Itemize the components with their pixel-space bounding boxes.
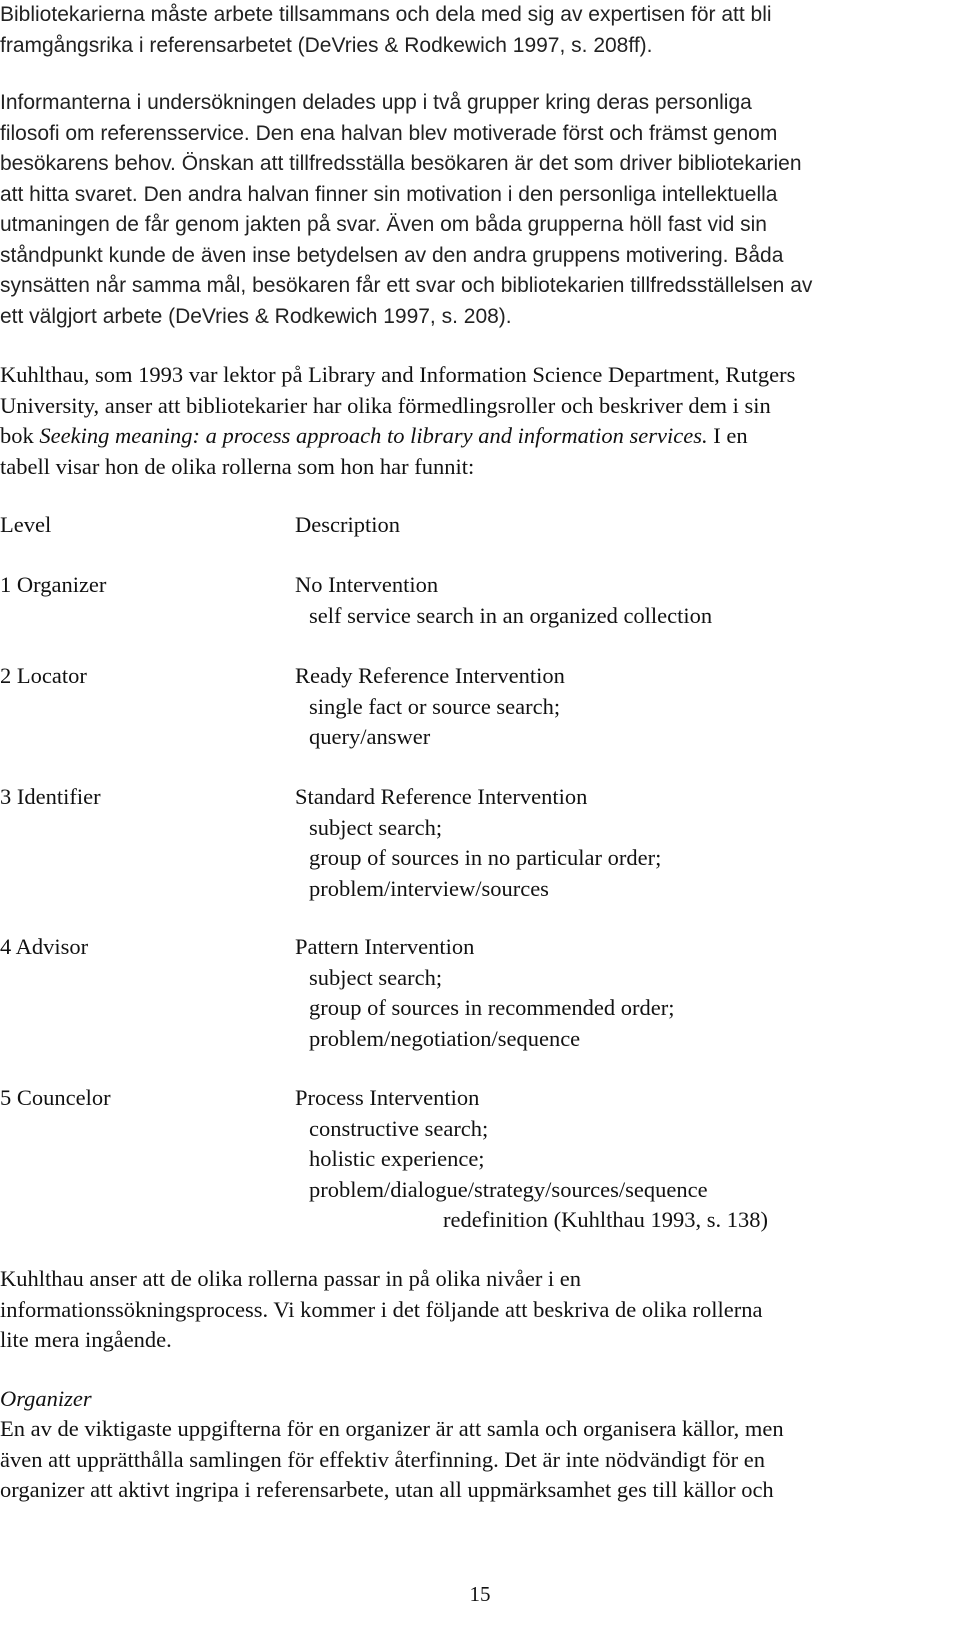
detail-line: problem/negotiation/sequence <box>309 1025 581 1051</box>
level-description <box>295 570 712 631</box>
text-line: även att upprätthålla samlingen för effektiv återfinning. Det är inte nödvändigt för en <box>0 1446 765 1472</box>
intervention-title: No Intervention <box>295 572 439 597</box>
text-line: University, anser att bibliotekarier har olika förmedlingsroller och beskriver dem i sin <box>0 392 771 418</box>
page-number: 15 <box>469 1582 491 1606</box>
intervention-title: Standard Reference Intervention <box>295 784 588 809</box>
detail-line: self service search in an organized collection <box>309 602 713 628</box>
level-label: 4 Advisor <box>0 934 89 959</box>
paragraph-organizer <box>0 1414 955 1506</box>
text-line: ståndpunkt kunde de även inse betydelsen av den andra gruppens motivering. Båda <box>0 243 784 267</box>
header-level: Level <box>0 512 52 537</box>
intervention-title: Process Intervention <box>295 1085 480 1110</box>
detail-line: single fact or source search; <box>309 693 561 719</box>
text-line: Informanterna i undersökningen delades upp i två grupper kring deras personliga <box>0 91 752 114</box>
text-line: ett välgjort arbete (DeVries & Rodkewich 1997, s. 208). <box>0 304 512 328</box>
text-line: framgångsrika i referensarbetet (DeVries & Rodkewich 1997, s. 208ff). <box>0 33 653 57</box>
table-citation: redefinition (Kuhlthau 1993, s. 138) <box>443 1207 768 1232</box>
text-line: besökarens behov. Önskan att tillfredsställa besökaren är det som driver bibliotekarien <box>0 152 802 175</box>
text-line: Kuhlthau, som 1993 var lektor på Library and Information Science Department, Rutgers <box>0 362 796 387</box>
text-line: lite mera ingående. <box>0 1327 172 1352</box>
level-description <box>295 782 661 904</box>
level-label: 3 Identifier <box>0 784 101 809</box>
section-heading-organizer: Organizer <box>0 1386 92 1411</box>
detail-line: constructive search; <box>309 1115 489 1141</box>
intervention-title: Ready Reference Intervention <box>295 663 565 688</box>
paragraph-intro <box>0 0 955 61</box>
text-line <box>0 421 955 452</box>
paragraph-informants <box>0 88 955 332</box>
text-line: Kuhlthau anser att de olika rollerna passar in på olika nivåer i en <box>0 1266 582 1291</box>
detail-line: group of sources in recommended order; <box>309 995 675 1020</box>
level-description <box>295 661 565 753</box>
paragraph-levels <box>0 1264 955 1356</box>
text-line: En av de viktigaste uppgifterna för en organizer är att samla och organisera källor, men <box>0 1416 784 1441</box>
detail-line: holistic experience; <box>309 1146 485 1171</box>
detail-line: group of sources in no particular order; <box>309 845 662 870</box>
level-label: 5 Councelor <box>0 1085 111 1110</box>
level-label: 1 Organizer <box>0 572 107 597</box>
text-line: organizer att aktivt ingripa i referensarbete, utan all uppmärksamhet ges till källor och <box>0 1477 774 1502</box>
text-line: Bibliotekarierna måste arbete tillsammans och dela med sig av expertisen för att bli <box>0 3 772 26</box>
detail-line: subject search; <box>309 814 443 840</box>
level-label: 2 Locator <box>0 663 87 688</box>
text-fragment: I en <box>707 423 748 448</box>
detail-line: problem/dialogue/strategy/sources/sequence <box>309 1176 708 1202</box>
text-line: att hitta svaret. Den andra halvan finner sin motivation i den personliga intellektuella <box>0 182 778 206</box>
level-description <box>295 932 675 1054</box>
text-line: filosofi om referensservice. Den ena halvan blev motiverade först och främst genom <box>0 121 778 145</box>
text-line: tabell visar hon de olika rollerna som hon har funnit: <box>0 453 475 479</box>
text-line: synsätten når samma mål, besökaren får ett svar och bibliotekarien tillfredsställelsen av <box>0 274 813 297</box>
paragraph-kuhlthau <box>0 360 955 482</box>
book-title: Seeking meaning: a process approach to library and information services. <box>39 423 708 448</box>
text-line: utmaningen de får genom jakten på svar. Även om båda grupperna höll fast vid sin <box>0 213 767 236</box>
header-description: Description <box>295 512 400 537</box>
detail-line: subject search; <box>309 964 443 990</box>
text-fragment: bok <box>0 423 40 448</box>
detail-line: problem/interview/sources <box>309 875 549 901</box>
detail-line: query/answer <box>309 724 431 749</box>
level-description <box>295 1083 768 1236</box>
text-line: informationssökningsprocess. Vi kommer i det följande att beskriva de olika rollerna <box>0 1296 763 1322</box>
intervention-title: Pattern Intervention <box>295 934 475 959</box>
